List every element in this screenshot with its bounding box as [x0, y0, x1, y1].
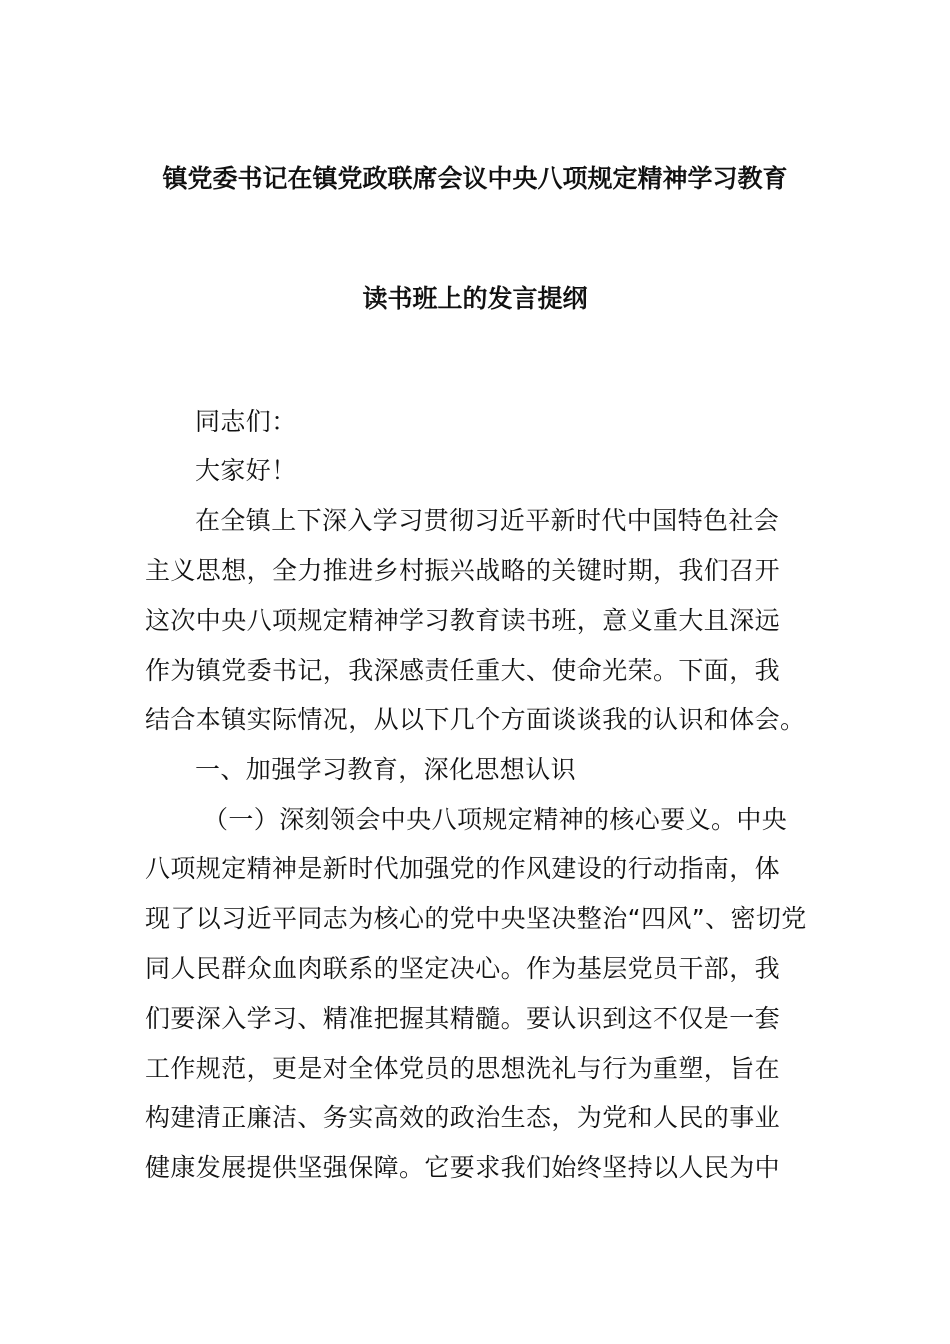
- document-title-line-2: 读书班上的发言提纲: [362, 284, 588, 313]
- paragraph-line: 作为镇党委书记，我深感责任重大、使命光荣。下面，我: [145, 656, 781, 685]
- paragraph-line: 现了以习近平同志为核心的党中央坚决整治“四风”、密切党: [145, 904, 807, 933]
- paragraph-line: 结合本镇实际情况，从以下几个方面谈谈我的认识和体会。: [145, 705, 806, 734]
- greeting: 大家好！: [195, 456, 297, 485]
- paragraph-line: 构建清正廉洁、务实高效的政治生态，为党和人民的事业: [145, 1103, 781, 1132]
- subsection-heading-line: （一）深刻领会中央八项规定精神的核心要义。中央: [203, 805, 788, 834]
- paragraph-line: 这次中央八项规定精神学习教育读书班，意义重大且深远: [145, 606, 781, 635]
- paragraph-line: 们要深入学习、精准把握其精髓。要认识到这不仅是一套: [145, 1004, 781, 1033]
- salutation: 同志们：: [195, 407, 297, 436]
- paragraph-line: 工作规范，更是对全体党员的思想洗礼与行为重塑，旨在: [145, 1054, 781, 1083]
- paragraph-line: 在全镇上下深入学习贯彻习近平新时代中国特色社会: [195, 506, 780, 535]
- section-heading: 一、加强学习教育，深化思想认识: [195, 755, 577, 784]
- paragraph-line: 主义思想，全力推进乡村振兴战略的关键时期，我们召开: [145, 556, 781, 585]
- document-title-line-1: 镇党委书记在镇党政联席会议中央八项规定精神学习教育: [162, 164, 788, 193]
- paragraph-line: 健康发展提供坚强保障。它要求我们始终坚持以人民为中: [145, 1153, 781, 1182]
- paragraph-line: 同人民群众血肉联系的坚定决心。作为基层党员干部，我: [145, 954, 781, 983]
- paragraph-line: 八项规定精神是新时代加强党的作风建设的行动指南，体: [145, 854, 781, 883]
